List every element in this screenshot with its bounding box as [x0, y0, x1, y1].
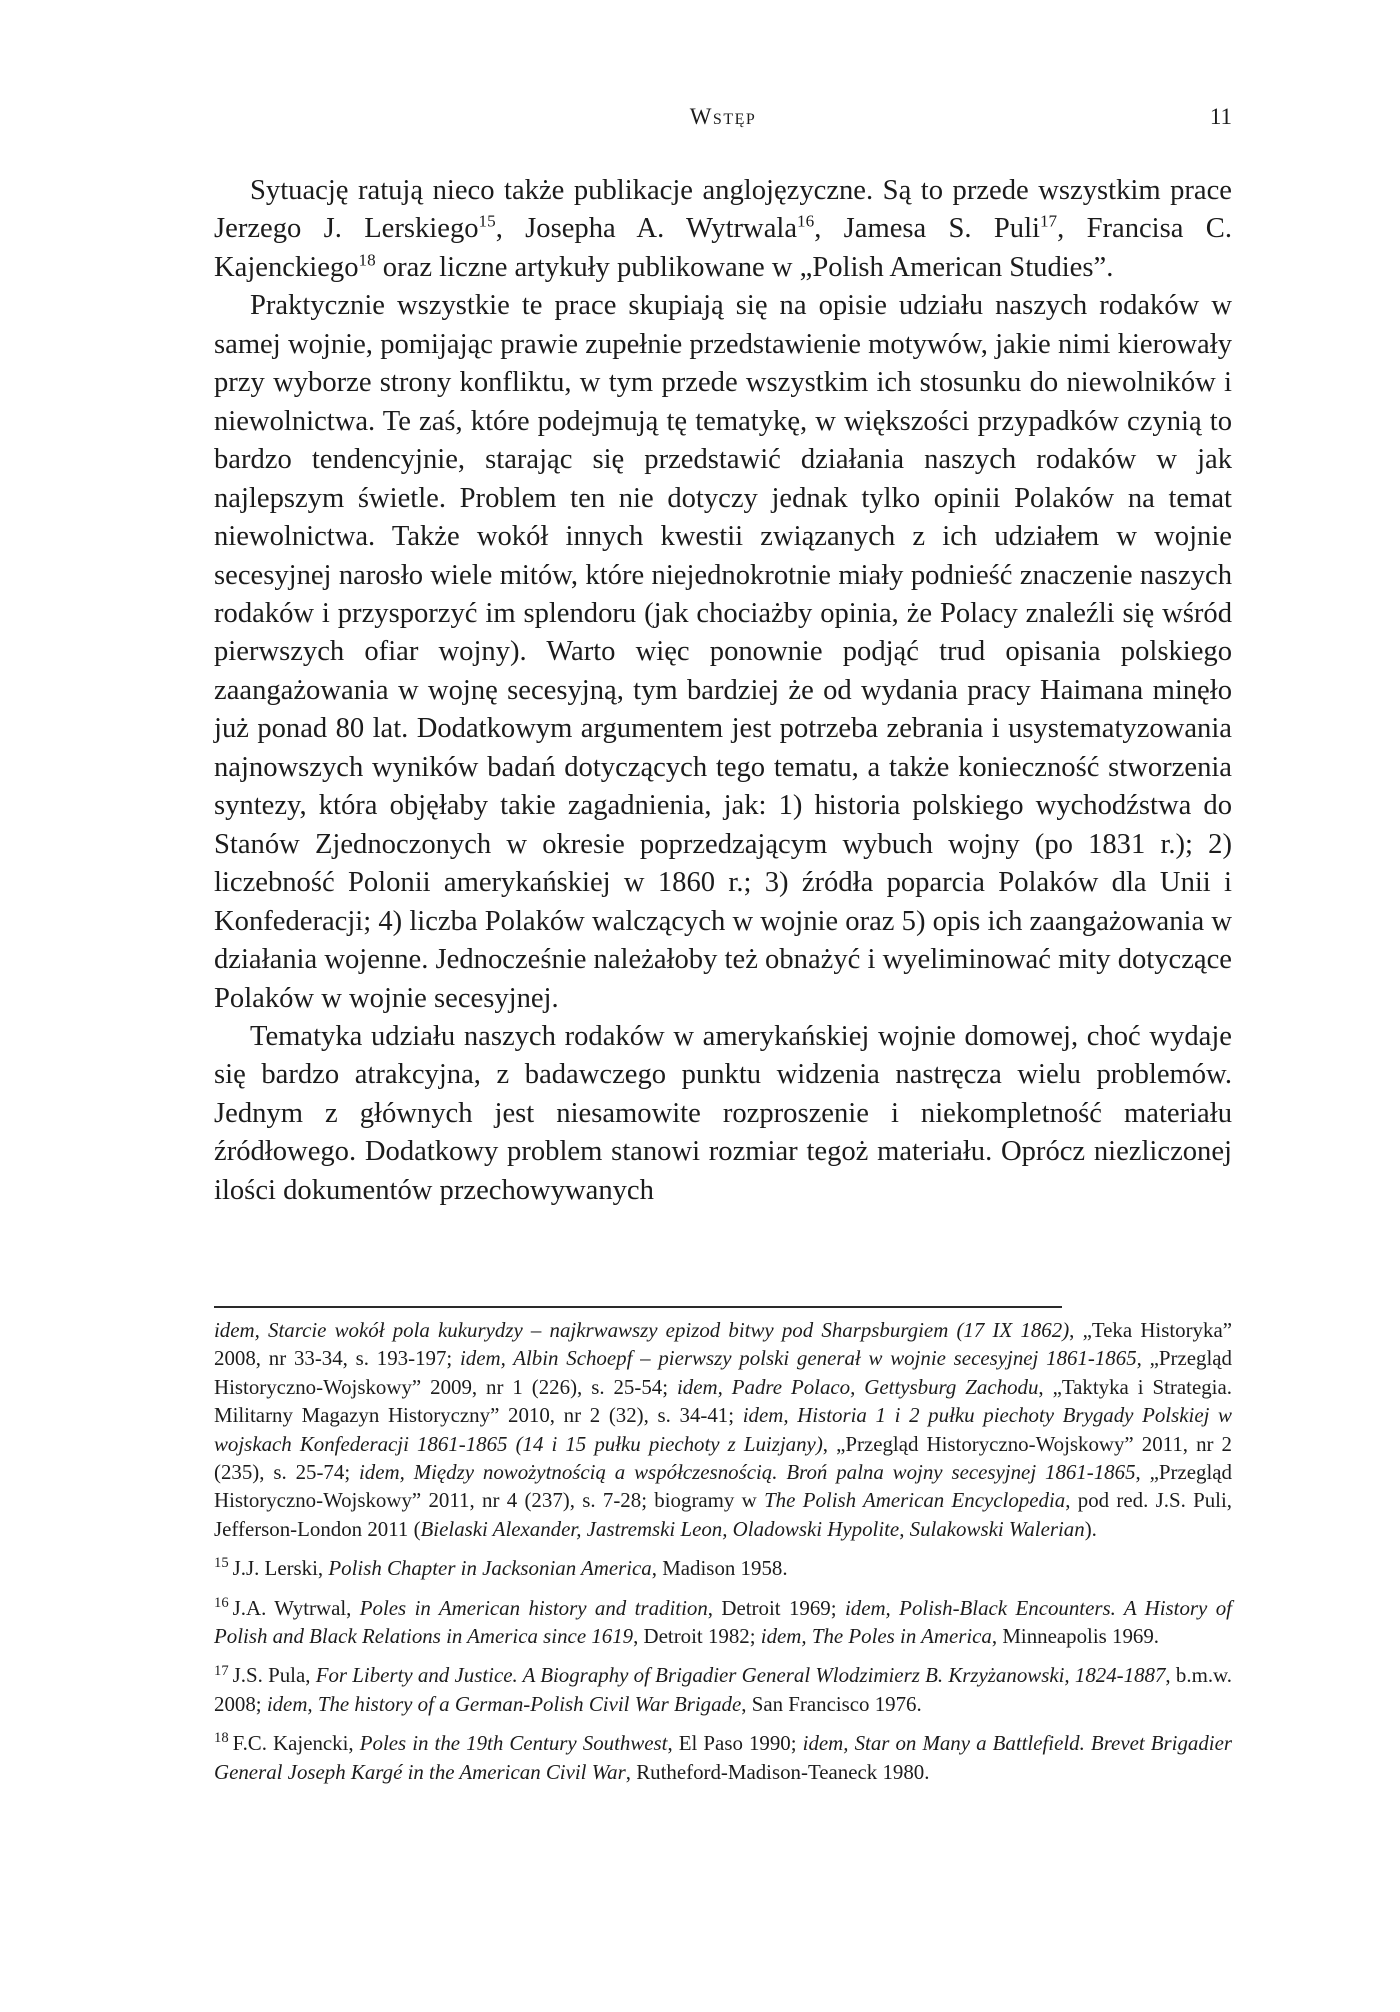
footnote-number: 16	[214, 1594, 229, 1611]
italic-citation: idem, Między nowożytnością a współczesnością. Broń palna wojny secesyjnej 1861-1865	[359, 1460, 1136, 1485]
text-run: , „Taktyka i Strategia. Militarny Magazyn Historyczny” 2010, nr 2 (32), s. 34-41;	[214, 1374, 1232, 1428]
running-head	[214, 104, 1232, 136]
footnote-number: 18	[214, 1730, 229, 1747]
chapter-title: Wstęp	[689, 104, 757, 129]
text-run: , Detroit 1969;	[707, 1595, 845, 1620]
italic-citation: idem, Albin Schoepf – pierwszy polski generał w wojnie secesyjnej 1861-1865	[460, 1346, 1137, 1371]
text-run: , „Przegląd Historyczno-Wojskowy” 2011, nr 4 (237), s. 7-28; biogramy w	[214, 1460, 1232, 1513]
footnote-reference: 17	[1039, 211, 1058, 231]
footnotes	[214, 1316, 1232, 1786]
text-run: , pod red. J.S. Puli, Jefferson-London 2011 (	[214, 1488, 1232, 1541]
text-run: , „Przegląd Historyczno-Wojskowy” 2011, nr 2 (235), s. 25-74;	[214, 1431, 1232, 1485]
text-run: oraz liczne artykuły publikowane w „Polish American Studies”.	[375, 251, 1114, 283]
italic-citation: idem, Historia 1 i 2 pułku piechoty Brygady Polskiej w wojskach Konfederacji 1861-1865 (14 i 15 pułku piechoty z Luizjany)	[214, 1403, 1232, 1456]
footnote-reference: 18	[358, 250, 376, 270]
body-text	[214, 172, 1232, 1210]
text-run: J.J. Lerski,	[232, 1556, 329, 1581]
italic-citation: idem, Polish-Black Encounters. A History of Polish and Black Relations in America since 1619	[214, 1595, 1232, 1649]
text-run: , Madison 1958.	[651, 1556, 788, 1581]
text-run: , El Paso 1990;	[667, 1731, 803, 1756]
paragraph	[214, 1018, 1232, 1210]
footnote-continuation	[214, 1316, 1232, 1543]
italic-citation: Poles in the 19th Century Southwest	[359, 1731, 668, 1756]
italic-citation: idem, Star on Many a Battlefield. Brevet Brigadier General Joseph Kargé in the American Civil War	[214, 1731, 1232, 1784]
text-run: ).	[1084, 1516, 1097, 1541]
text-run: F.C. Kajencki,	[232, 1731, 360, 1756]
italic-citation: Poles in American history and tradition	[359, 1595, 708, 1620]
italic-citation: idem, Padre Polaco, Gettysburg Zachodu	[676, 1374, 1039, 1399]
text-run: , Josepha A. Wytrwala	[495, 213, 798, 245]
paragraph	[214, 287, 1232, 1018]
text-run: Sytuację ratują nieco także publikacje anglojęzyczne. Są to przede wszystkim prace Jerzego J. Lerskiego	[214, 175, 1232, 245]
text-run: , Rutheford-Madison-Teaneck 1980.	[625, 1759, 930, 1784]
italic-citation: Bielaski Alexander, Jastremski Leon, Oladowski Hypolite, Sulakowski Walerian	[420, 1516, 1085, 1541]
footnote-15	[214, 1554, 1232, 1582]
text-run: , „Przegląd Historyczno-Wojskowy” 2009, nr 1 (226), s. 25-54;	[214, 1346, 1232, 1399]
text-run: , „Teka Historyka” 2008, nr 33-34, s. 193-197;	[214, 1318, 1232, 1371]
text-run: , Minneapolis 1969.	[991, 1624, 1160, 1649]
text-run: , b.m.w. 2008;	[214, 1663, 1232, 1716]
italic-citation: idem, The Poles in America	[760, 1624, 992, 1649]
text-run: , Francisa C. Kajenckiego	[214, 213, 1232, 283]
text-run: , Detroit 1982;	[633, 1624, 761, 1649]
footnote-reference: 15	[478, 211, 496, 231]
paragraph	[214, 172, 1232, 287]
footnote-17	[214, 1661, 1232, 1718]
page-number: 11	[1209, 104, 1232, 129]
footnote-18	[214, 1729, 1232, 1786]
footnote-number: 17	[214, 1662, 229, 1679]
text-run: Praktycznie wszystkie te prace skupiają się na opisie udziału naszych rodaków w samej wojnie, pomijając prawie zupełnie przedstawienie motywów, jakie nimi kierowały przy wyborze strony konfliktu, w tym przede wszystkim ich stosunku do niewolników i niewolnictwa. Te zaś, które podejmują tę tematykę, w większości przypadków czynią to bardzo tendencyjnie, starając się przedstawić działania naszych rodaków w jak najlepszym świetle. Problem ten nie dotyczy jednak tylko opinii Polaków na temat niewolnictwa. Także wokół innych kwestii związanych z ich udziałem w wojnie secesyjnej narosło wiele mitów, które niejednokrotnie miały podnieść znaczenie naszych rodaków i przysporzyć im splendoru (jak chociażby opinia, że Polacy znaleźli się wśród pierwszych ofiar wojny). Warto więc ponownie podjąć trud opisania polskiego zaangażowania w wojnę secesyjną, tym bardziej że od wydania pracy Haimana minęło już ponad 80 lat. Dodatkowym argumentem jest potrzeba zebrania i usystematyzowania najnowszych wyników badań dotyczących tego tematu, a także konieczność stworzenia syntezy, która objęłaby takie zagadnienia, jak: 1) historia polskiego wychodźstwa do Stanów Zjednoczonych w okresie poprzedzającym wybuch wojny (po 1831 r.); 2) liczebność Polonii amerykańskiej w 1860 r.; 3) źródła poparcia Polaków dla Unii i Konfederacji; 4) liczba Polaków walczących w wojnie oraz 5) opis ich zaangażowania w działania wojenne. Jednocześnie należałoby też obnażyć i wyeliminować mity dotyczące Polaków w wojnie secesyjnej.	[214, 290, 1232, 1014]
italic-citation: Polish Chapter in Jacksonian America	[328, 1556, 652, 1581]
italic-citation: idem, Starcie wokół pola kukurydzy – najkrwawszy epizod bitwy pod Sharpsburgiem (17 IX 1862)	[214, 1318, 1070, 1342]
text-run: , Jamesa S. Puli	[814, 213, 1040, 245]
footnote-separator	[214, 1306, 1062, 1308]
italic-citation: The Polish American Encyclopedia	[764, 1488, 1066, 1513]
footnote-number: 15	[214, 1555, 229, 1572]
text-run: , San Francisco 1976.	[741, 1691, 922, 1716]
italic-citation: For Liberty and Justice. A Biography of Brigadier General Wlodzimierz B. Krzyżanowski, 1824-1887	[315, 1663, 1166, 1688]
text-run: J.S. Pula,	[232, 1663, 316, 1688]
text-run: Tematyka udziału naszych rodaków w amerykańskiej wojnie domowej, choć wydaje się bardzo atrakcyjna, z badawczego punktu widzenia nastręcza wielu problemów. Jednym z głównych jest niesamowite rozproszenie i niekompletność materiału źródłowego. Dodatkowy problem stanowi rozmiar tegoż materiału. Oprócz niezliczonej ilości dokumentów przechowywanych	[214, 1020, 1232, 1206]
footnote-reference: 16	[797, 211, 815, 231]
italic-citation: idem, The history of a German-Polish Civil War Brigade	[266, 1691, 742, 1716]
footnote-16	[214, 1594, 1232, 1651]
text-run: J.A. Wytrwal,	[232, 1595, 360, 1620]
